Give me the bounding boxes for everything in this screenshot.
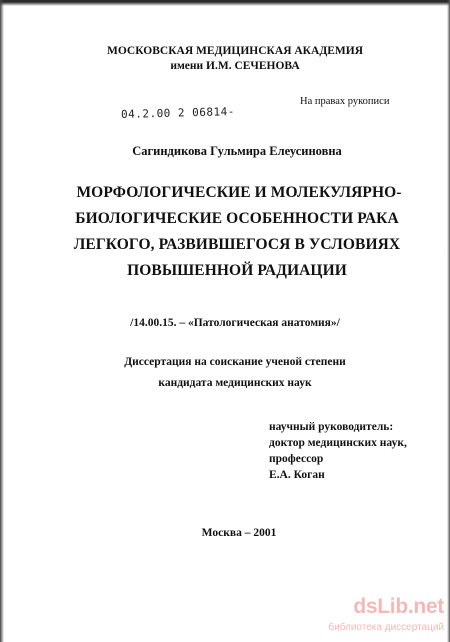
degree-line-1: Диссертация на соискание ученой степени: [124, 356, 346, 368]
scan-edge-top: [0, 0, 450, 6]
author-name: Сагиндикова Гульмира Елеусиновна: [132, 144, 342, 158]
scan-edge-left: [0, 0, 4, 642]
city-year: Москва – 2001: [201, 527, 277, 539]
thesis-title-line-4: ПОВЫШЕННОЙ РАДИАЦИИ: [127, 262, 347, 279]
thesis-title-line-1: МОРФОЛОГИЧЕСКИЕ И МОЛЕКУЛЯРНО-: [76, 184, 402, 201]
academy-named-after: имени И.М. СЕЧЕНОВА: [170, 60, 300, 72]
degree-line-2: кандидата медицинских наук: [158, 377, 312, 389]
supervisor-label: научный руководитель:: [269, 421, 394, 433]
specialty-code: /14.00.15. – «Патологическая анатомия»/: [130, 317, 340, 329]
thesis-title-line-3: ЛЕГКОГО, РАЗВИВШЕГОСЯ В УСЛОВИЯХ: [73, 236, 401, 253]
academy-name: МОСКОВСКАЯ МЕДИЦИНСКАЯ АКАДЕМИЯ: [106, 45, 364, 57]
supervisor-degree: доктор медицинских наук,: [269, 437, 407, 449]
registration-stamp: 04.2.00 2 06814-: [120, 105, 236, 121]
supervisor-rank: профессор: [269, 453, 324, 465]
manuscript-rights: На правах рукописи: [300, 96, 390, 107]
watermark-subtitle: библиотека диссертаций: [328, 622, 444, 633]
supervisor-name: Е.А. Коган: [269, 469, 325, 481]
dslib-watermark[interactable]: [328, 595, 448, 639]
thesis-title-line-2: БИОЛОГИЧЕСКИЕ ОСОБЕННОСТИ РАКА: [75, 210, 399, 227]
watermark-logo: dsLib.net: [353, 595, 444, 618]
